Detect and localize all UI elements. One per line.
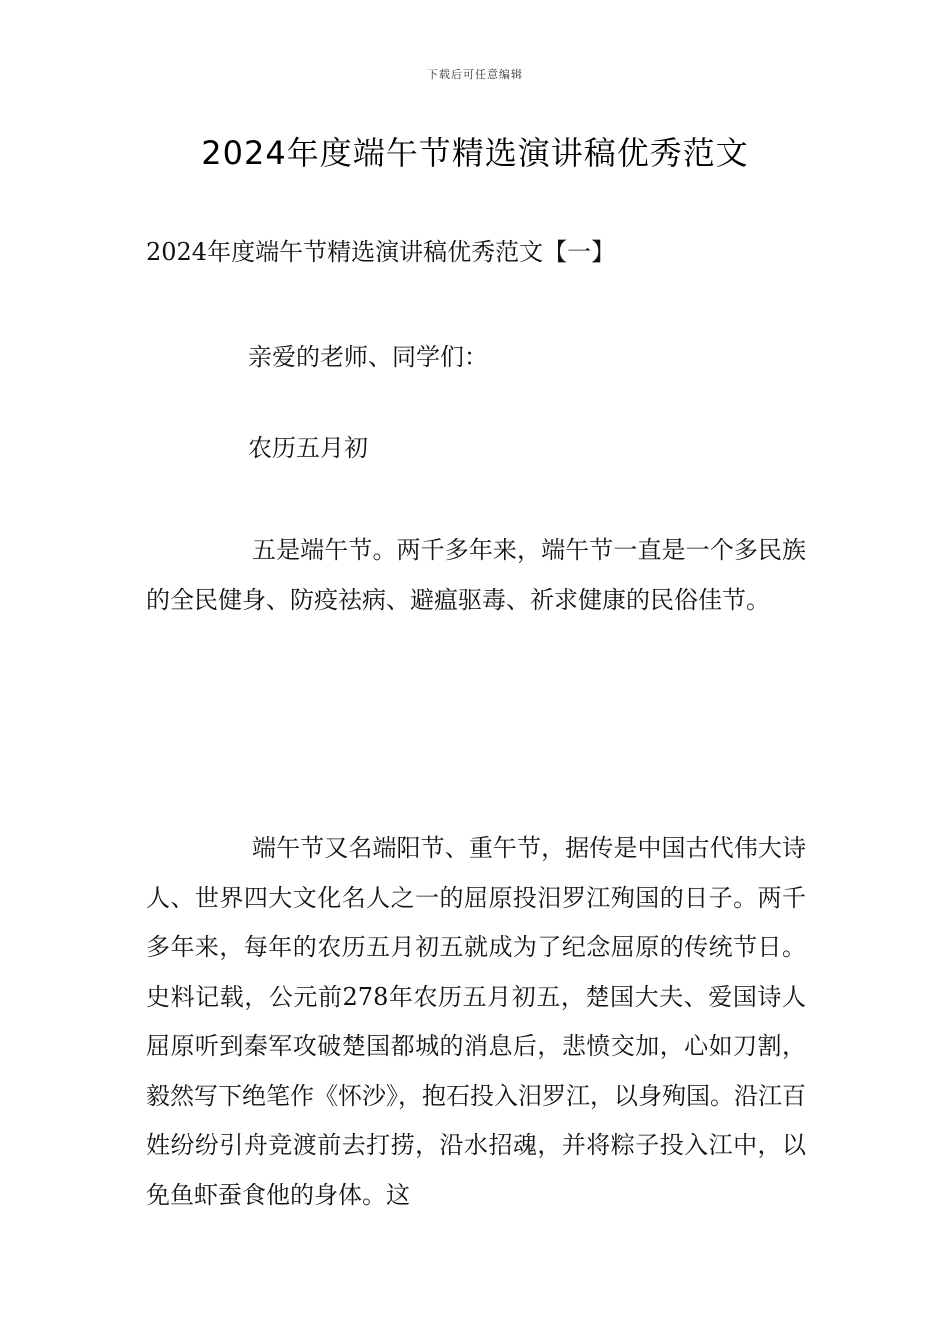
greeting-line: 亲爱的老师、同学们： [248,343,488,371]
section-subheading: 2024年度端午节精选演讲稿优秀范文【一】 [146,238,616,266]
body-paragraph-1: 五是端午节。两千多年来，端午节一直是一个多民族的全民健身、防疫祛病、避瘟驱毒、祈求健康的民俗佳节。 [146,536,806,614]
document-title: 2024年度端午节精选演讲稿优秀范文 [201,134,749,172]
header-note: 下载后可任意编辑 [427,68,523,81]
body-paragraph-2: 端午节又名端阳节、重午节，据传是中国古代伟大诗人、世界四大文化名人之一的屈原投汨罗江殉国的日子。两千多年来，每年的农历五月初五就成为了纪念屈原的传统节日。史料记载，公元前278年农历五月初五，楚国大夫、爱国诗人屈原听到秦军攻破楚国都城的消息后，悲愤交加，心如刀割，毅然写下绝笔作《怀沙》，抱石投入汨罗江，以身殉国。沿江百姓纷纷引舟竞渡前去打捞，沿水招魂，并将粽子投入江中，以免鱼虾蚕食他的身体。这 [146,834,806,1209]
lunar-date-line: 农历五月初 [248,434,368,462]
